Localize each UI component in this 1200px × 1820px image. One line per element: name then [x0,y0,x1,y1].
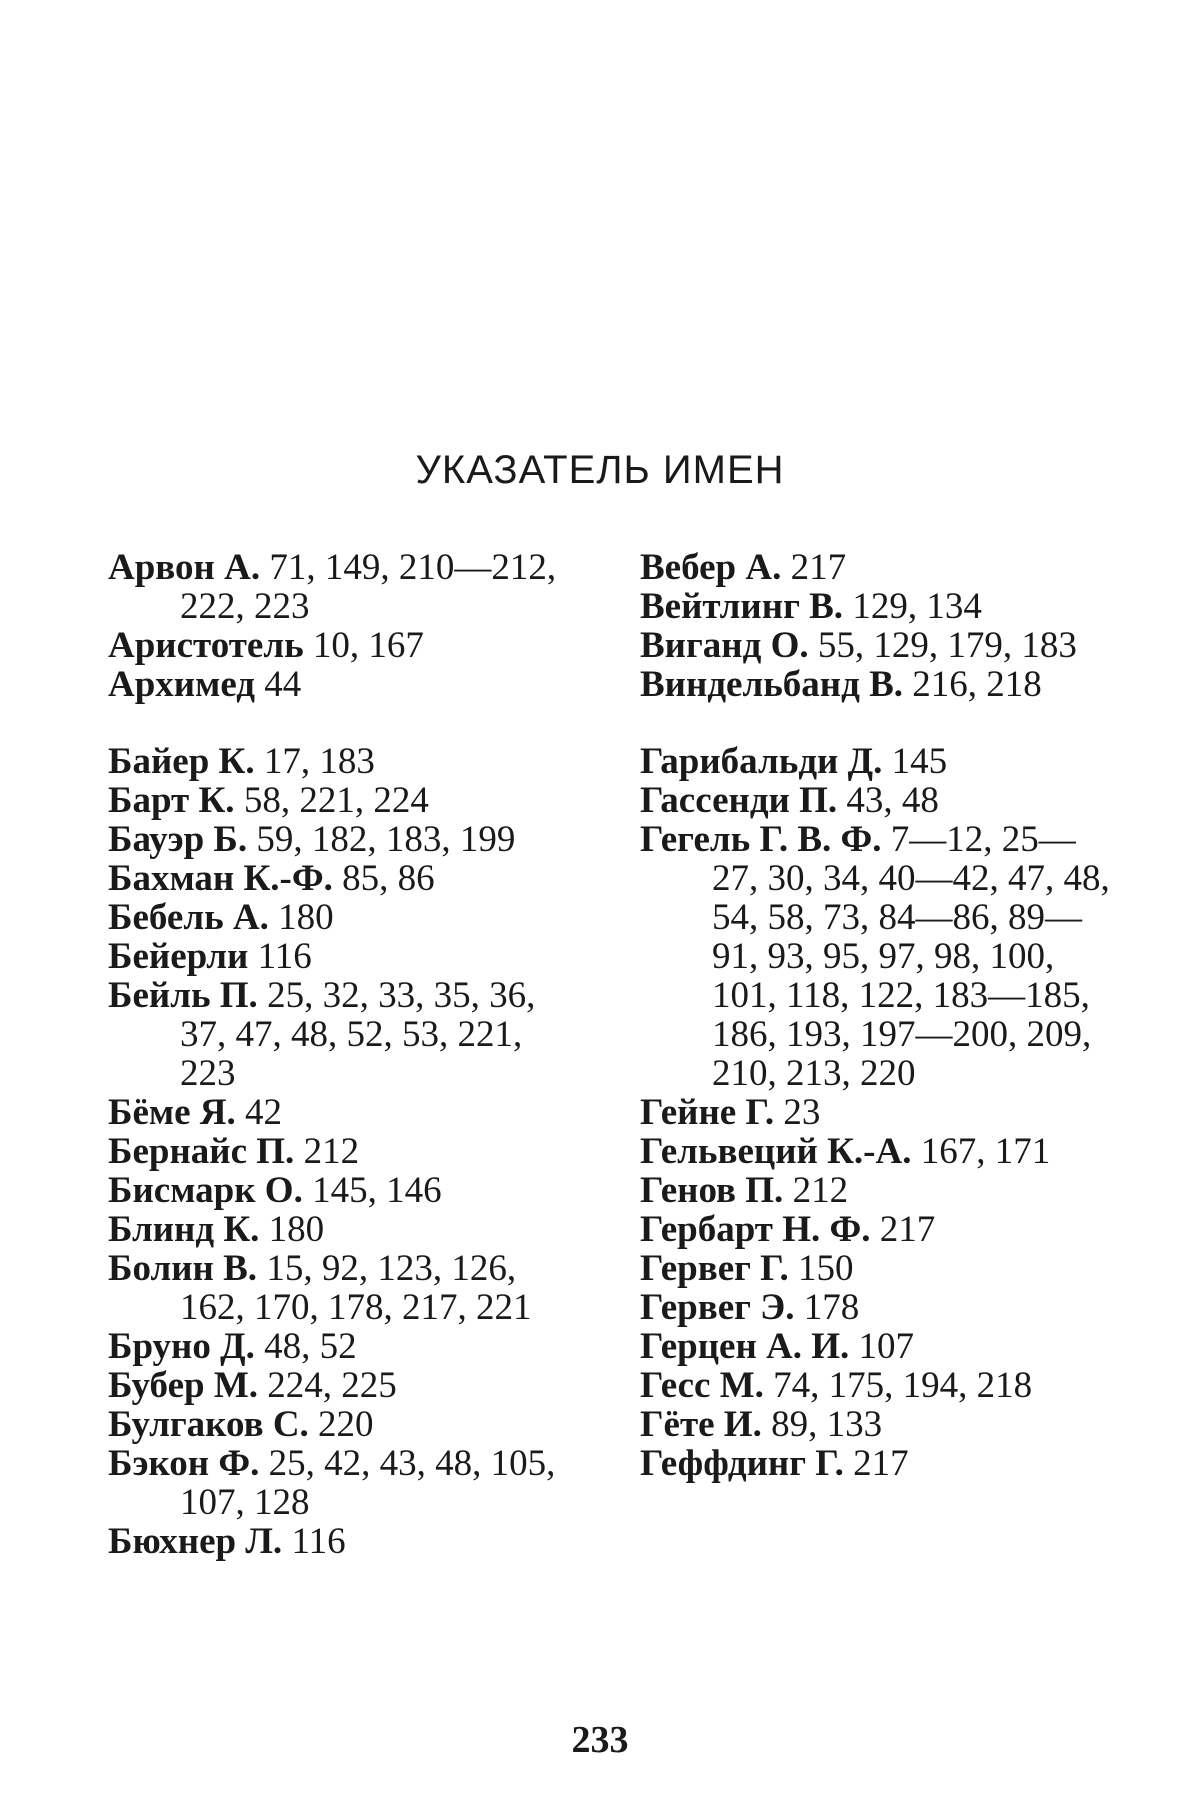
index-entry [108,1444,578,1522]
index-entry-pages: 216, 218 [912,664,1042,705]
index-entry-pages: 25, 42, 43, 48, 105, 107, 128 [180,1443,556,1523]
index-entry-pages: 17, 183 [263,741,375,782]
index-entry [640,1132,1115,1171]
index-entry [640,820,1115,1093]
index-entry [108,1132,578,1171]
index-entry-pages: 107 [858,1326,915,1367]
index-entry [640,1366,1115,1405]
index-entry-pages: 220 [318,1404,374,1445]
index-entry-name: Булгаков С. [108,1404,309,1445]
index-entry-name: Гервег Г. [640,1248,789,1289]
index-entry-pages: 74, 175, 194, 218 [773,1365,1033,1406]
index-entry [108,1210,578,1249]
index-entry [108,1327,578,1366]
index-entry-pages: 217 [853,1443,909,1484]
index-entry [108,665,578,704]
index-entry-name: Гервег Э. [640,1287,795,1328]
index-entry-name: Герцен А. И. [640,1326,850,1367]
index-entry-pages: 44 [264,664,302,705]
index-entry [108,548,578,626]
index-entry [108,937,578,976]
index-entry-name: Арвон А. [108,547,261,588]
index-entry [640,781,1115,820]
index-entry-pages: 212 [303,1131,360,1172]
index-entry-name: Гельвеций К.-А. [640,1131,912,1172]
index-entry-name: Бернайс П. [108,1131,295,1172]
index-entry-pages: 71, 149, 210—212, 222, 223 [180,547,557,627]
index-entry-pages: 15, 92, 123, 126, 162, 170, 178, 217, 221 [180,1248,532,1328]
index-entry [108,1522,578,1561]
index-entry-name: Гарибальди Д. [640,741,883,782]
index-entry [640,1210,1115,1249]
index-entry-name: Болин В. [108,1248,258,1289]
index-entry-name: Аристотель [108,625,304,666]
index-entry [108,898,578,937]
index-column-left [108,548,578,1561]
index-entry-name: Гёте И. [640,1404,762,1445]
index-entry-pages: 145 [891,741,948,782]
index-entry [108,1366,578,1405]
index-entry-pages: 217 [790,547,847,588]
index-entry-name: Вейтлинг В. [640,586,844,627]
page-title: УКАЗАТЕЛЬ ИМЕН [415,448,785,492]
index-entry [108,742,578,781]
index-entry-pages: 180 [278,897,334,938]
index-entry-pages: 116 [291,1521,346,1562]
index-entry-name: Бахман К.-Ф. [108,858,333,899]
index-entry-pages: 150 [798,1248,854,1289]
index-entry [108,626,578,665]
index-entry-pages: 217 [879,1209,936,1250]
index-entry-pages: 145, 146 [312,1170,442,1211]
index-entry-name: Байер К. [108,741,255,782]
index-entry [640,742,1115,781]
index-entry [108,976,578,1093]
index-entry-name: Виганд О. [640,625,809,666]
index-entry-pages: 23 [783,1092,821,1133]
index-entry-name: Бубер М. [108,1365,258,1406]
index-entry-pages: 180 [268,1209,325,1250]
index-entry-name: Гассенди П. [640,780,838,821]
index-entry-pages: 85, 86 [342,858,435,899]
letter-group-gap [108,704,578,742]
index-entry-pages: 43, 48 [846,780,939,821]
index-entry-pages: 42 [244,1092,282,1133]
index-entry [640,548,1115,587]
index-entry-pages: 25, 32, 33, 35, 36, 37, 47, 48, 52, 53, 221, 223 [180,975,536,1094]
index-entry-name: Виндельбанд В. [640,664,903,705]
index-entry [640,1171,1115,1210]
index-entry-name: Вебер А. [640,547,782,588]
page-number: 233 [571,1719,629,1761]
index-entry-pages: 59, 182, 183, 199 [256,819,516,860]
index-entry-pages: 167, 171 [920,1131,1051,1172]
index-entry-pages: 48, 52 [264,1326,357,1367]
index-entry-name: Бейль П. [108,975,258,1016]
index-entry [108,1249,578,1327]
index-entry-name: Бёме Я. [108,1092,236,1133]
index-entry [640,1093,1115,1132]
index-entry-pages: 89, 133 [771,1404,883,1445]
index-entry [108,781,578,820]
index-entry [108,1171,578,1210]
index-entry [108,1093,578,1132]
index-entry-name: Гейне Г. [640,1092,775,1133]
index-entry-pages: 224, 225 [267,1365,397,1406]
index-entry [640,1444,1115,1483]
letter-group-gap [640,704,1115,742]
index-entry-name: Бейерли [108,936,249,977]
index-entry-pages: 58, 221, 224 [243,780,429,821]
index-entry [640,1405,1115,1444]
index-entry-pages: 10, 167 [312,625,424,666]
index-entry-name: Бюхнер Л. [108,1521,283,1562]
index-entry-name: Гербарт Н. Ф. [640,1209,871,1250]
index-entry [640,1327,1115,1366]
index-entry-pages: 116 [257,936,312,977]
index-entry-name: Генов П. [640,1170,784,1211]
index-column-right [640,548,1115,1483]
index-entry-pages: 129, 134 [852,586,982,627]
index-entry-name: Гесс М. [640,1365,764,1406]
index-entry [108,1405,578,1444]
index-entry-pages: 212 [792,1170,849,1211]
index-entry-name: Бэкон Ф. [108,1443,260,1484]
index-entry-pages: 7—12, 25—27, 30, 34, 40—42, 47, 48, 54, 58, 73, 84—86, 89—91, 93, 95, 97, 98, 100, 101, 118, 122, 183—185, 186, 193, 197—200, 209, 210, 213, 220 [712,819,1110,1094]
index-entry-name: Архимед [108,664,255,705]
index-entry-name: Барт К. [108,780,235,821]
index-entry-pages: 55, 129, 179, 183 [817,625,1077,666]
index-entry-name: Бебель А. [108,897,269,938]
index-entry-name: Гегель Г. В. Ф. [640,819,882,860]
index-entry-name: Бруно Д. [108,1326,255,1367]
index-entry [108,820,578,859]
index-entry [640,587,1115,626]
index-entry [640,1288,1115,1327]
index-entry [640,665,1115,704]
index-entry-pages: 178 [803,1287,860,1328]
index-entry-name: Бауэр Б. [108,819,248,860]
index-entry-name: Блинд К. [108,1209,260,1250]
index-entry-name: Геффдинг Г. [640,1443,844,1484]
index-entry [640,1249,1115,1288]
index-entry [108,859,578,898]
index-entry [640,626,1115,665]
index-entry-name: Бисмарк О. [108,1170,303,1211]
